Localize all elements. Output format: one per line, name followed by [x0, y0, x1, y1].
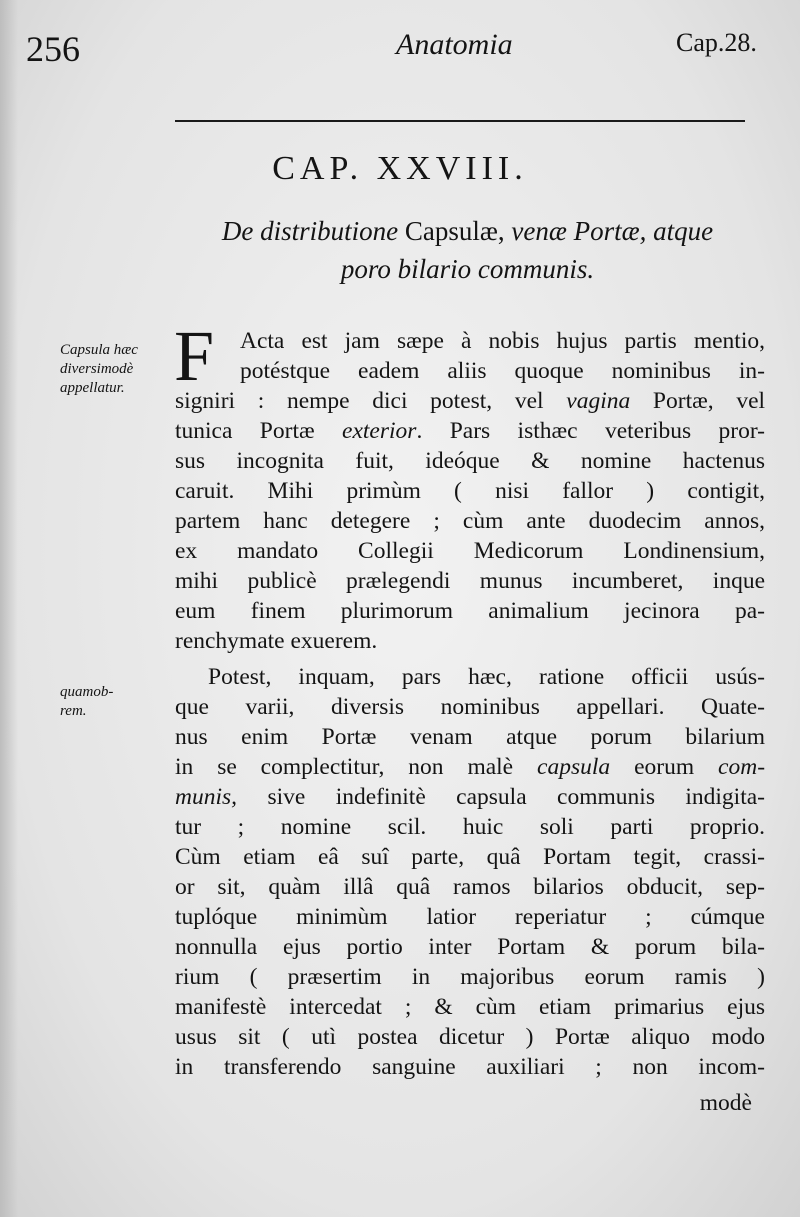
body-line: ex mandato Collegii Medicorum Londinensium,	[175, 538, 765, 564]
body-line	[175, 752, 765, 782]
body-line: Cùm etiam eâ suî parte, quâ Portam tegit, crassi-	[175, 844, 765, 870]
body-line: nonnulla ejus portio inter Portam & porum bila-	[175, 934, 765, 960]
body-line: eum finem plurimorum animalium jecinora pa-	[175, 598, 765, 624]
body-line: potéstque eadem aliis quoque nominibus in-	[240, 358, 765, 384]
header-rule	[175, 120, 745, 122]
chapter-heading: CAP. XXVIII.	[272, 150, 528, 187]
body-text: in se complectitur, non malè	[175, 754, 514, 780]
running-title: Anatomia	[396, 28, 513, 61]
italic-term: com-	[718, 754, 766, 780]
body-text: Portæ, vel	[652, 388, 766, 414]
subtitle-line-2: poro bilario communis.	[340, 254, 595, 284]
catchword: modè	[699, 1090, 752, 1116]
body-line	[175, 386, 765, 416]
body-line: Acta est jam sæpe à nobis hujus partis mentio,	[240, 328, 765, 354]
body-line: mihi publicè prælegendi munus incumberet, inque	[175, 568, 765, 594]
italic-term: vagina	[566, 388, 631, 414]
body-text: tunica Portæ	[175, 418, 315, 444]
body-line	[175, 416, 765, 446]
drop-cap: F	[174, 316, 215, 396]
margin-note-line: rem.	[60, 703, 87, 719]
margin-note-2	[60, 683, 172, 721]
body-line: que varii, diversis nominibus appellari. Quate-	[175, 694, 765, 720]
body-text: signiri : nempe dici potest, vel	[175, 388, 544, 414]
chapter-reference: Cap.28.	[676, 28, 757, 57]
body-line: nus enim Portæ venam atque porum bilarium	[175, 724, 765, 750]
margin-note-1	[60, 341, 172, 398]
body-line: caruit. Mihi primùm ( nisi fallor ) contigit,	[175, 478, 765, 504]
body-line: Potest, inquam, pars hæc, ratione officii usús-	[208, 664, 765, 690]
subtitle-line-1	[175, 212, 760, 250]
body-text: sive indefinitè capsula communis indigita-	[267, 784, 765, 810]
page-number: 256	[26, 29, 80, 69]
body-line: in transferendo sanguine auxiliari ; non incom-	[175, 1054, 765, 1080]
body-line: manifestè intercedat ; & cùm etiam primarius ejus	[175, 994, 765, 1020]
margin-note-line: appellatur.	[60, 380, 125, 396]
body-line: usus sit ( utì postea dicetur ) Portæ aliquo modo	[175, 1024, 765, 1050]
body-line: tur ; nomine scil. huic soli parti proprio.	[175, 814, 765, 840]
body-line: tuplóque minimùm latior reperiatur ; cúmque	[175, 904, 765, 930]
subtitle-roman: Capsulæ,	[404, 216, 505, 246]
body-line: renchymate exuerem.	[175, 628, 378, 654]
margin-note-line: quamob-	[60, 684, 114, 700]
body-line	[175, 782, 765, 812]
body-text: . Pars isthæc veteribus pror-	[416, 418, 765, 444]
body-text: eorum	[634, 754, 695, 780]
italic-term: exterior	[342, 418, 417, 444]
margin-note-line: Capsula hæc	[60, 342, 138, 358]
body-line: or sit, quàm illâ quâ ramos bilarios obducit, sep-	[175, 874, 765, 900]
italic-term: capsula	[537, 754, 611, 780]
chapter-subtitle	[175, 212, 760, 288]
body-line: rium ( præsertim in majoribus eorum ramis )	[175, 964, 765, 990]
body-line: partem hanc detegere ; cùm ante duodecim annos,	[175, 508, 765, 534]
margin-note-line: diversimodè	[60, 361, 134, 377]
italic-term: munis,	[175, 784, 238, 810]
body-line: sus incognita fuit, ideóque & nomine hactenus	[175, 448, 765, 474]
subtitle-italic-a: De distributione	[221, 216, 399, 246]
subtitle-italic-b: venæ Portæ, atque	[511, 216, 714, 246]
